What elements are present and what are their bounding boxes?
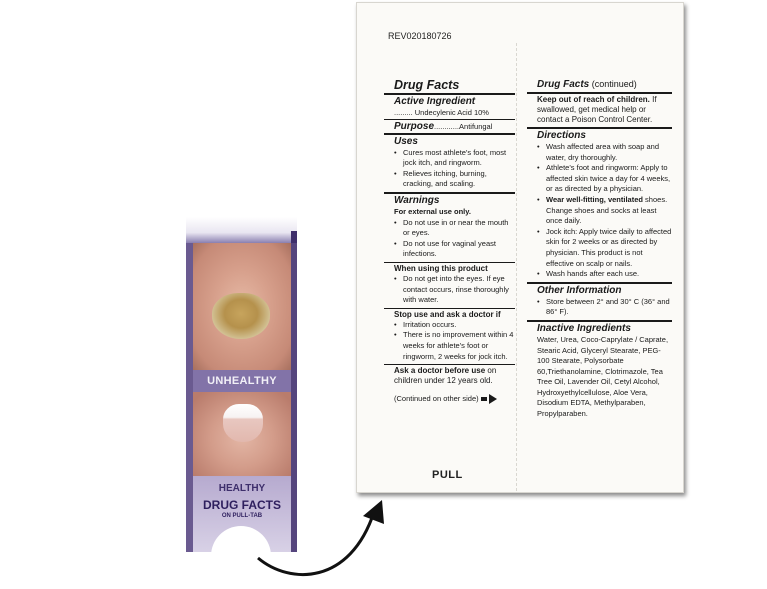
healthy-nail [223, 404, 263, 442]
wear-bold: Wear well-fitting, ventilated [546, 194, 643, 204]
uses-heading: Uses [394, 135, 418, 147]
active-ingredient-dots: ......... [394, 108, 413, 117]
box-notch [291, 231, 297, 243]
unhealthy-label: UNHEALTHY [193, 370, 291, 392]
keep-out-bold: Keep out of reach of children. [537, 95, 650, 104]
drug-facts-title: Drug Facts [394, 78, 460, 92]
active-ingredient-heading: Active Ingredient [394, 96, 476, 107]
list-item: • Jock itch: Apply twice daily to affected skin for 2 weeks or as directed by physician. This product is not effective on scalp or nails. [537, 227, 672, 269]
unhealthy-nail [212, 293, 270, 339]
purpose-value: Antifungal [459, 121, 493, 131]
healthy-nail-image [193, 392, 291, 476]
ask-doctor-text [384, 365, 515, 386]
drug-facts-panel [356, 2, 684, 493]
inactive-ingredients-text: Water, Urea, Coco-Caprylate / Caprate, Stearic Acid, Glyceryl Stearate, PEG-100 Stearate, Polysorbate 60,Triethanolamine, Clotrimazole, Tea Tree Oil, Lavender Oil, Cetyl Alcohol, Hydroxyethylcellulose, Aloe Vera, Disodium EDTA, Methylparaben, Propylparaben. [537, 334, 669, 419]
list-item: • Do not use in or near the mouth or eyes. [394, 218, 515, 239]
when-using-list [384, 274, 515, 308]
box-pull-tab-label: ON PULL-TAB [221, 513, 263, 519]
box-side-left [186, 243, 193, 552]
directions-heading: Directions [537, 130, 586, 141]
list-item: • Do not get into the eyes. If eye contact occurs, rinse thoroughly with water. [394, 274, 515, 306]
box-top-flap [186, 217, 297, 243]
curved-arrow-icon [250, 490, 390, 585]
ask-doctor-bold: Ask a doctor before use [394, 366, 486, 376]
list-item: • Cures most athlete's foot, most jock itch, and ringworm. [394, 148, 515, 169]
drug-facts-continued-title: Drug Facts [537, 79, 590, 90]
keep-out-text [527, 94, 672, 125]
list-item [537, 195, 672, 227]
inactive-ingredients-heading: Inactive Ingredients [537, 322, 631, 334]
active-ingredient-row [384, 108, 515, 119]
other-info-list [527, 297, 672, 320]
drug-facts-left-column [384, 77, 515, 405]
ask-doctor-rest: on children under 12 years old. [394, 366, 497, 386]
continued-suffix: (continued) [589, 79, 637, 89]
list-item: • There is no improvement within 4 weeks for athlete's foot or ringworm, 2 weeks for jock itch. [394, 330, 515, 362]
continued-note [384, 394, 515, 405]
uses-list [384, 148, 515, 192]
unhealthy-nail-image [193, 243, 291, 370]
purpose-row [384, 120, 515, 133]
arrow-right-icon-bar [481, 397, 487, 401]
stop-use-heading: Stop use and ask a doctor if [394, 309, 501, 319]
continued-text: (Continued on other side) [394, 394, 479, 404]
purpose-heading: Purpose [394, 120, 435, 132]
directions-list [527, 142, 672, 282]
healthy-label: HEALTHY [218, 483, 266, 494]
right-title-row [527, 77, 672, 92]
other-info-heading: Other Information [537, 284, 622, 296]
external-use-text: For external use only. [394, 206, 471, 216]
keep-out-rest: If swallowed, get medical help or contact a Poison Control Center. [537, 95, 657, 124]
list-item: • Wash hands after each use. [537, 269, 672, 280]
list-item: • Relieves itching, burning, cracking, and scaling. [394, 169, 515, 190]
arrow-right-icon [489, 394, 497, 404]
drug-facts-right-column [527, 77, 672, 420]
purpose-dots: ............ [434, 121, 460, 131]
stop-use-list [384, 320, 515, 364]
list-item: • Irritation occurs. [394, 320, 515, 331]
when-using-heading: When using this product [394, 263, 488, 273]
warnings-heading: Warnings [394, 194, 440, 206]
list-item: • Wash affected area with soap and water, dry thoroughly. [537, 142, 672, 163]
warnings-list [384, 218, 515, 262]
list-item: • Do not use for vaginal yeast infections. [394, 239, 515, 260]
active-ingredient-value: Undecylenic Acid 10% [414, 108, 489, 117]
pull-label[interactable]: PULL [432, 469, 463, 481]
wear-rest: shoes. Change shoes and socks at least once daily. [546, 194, 668, 226]
list-item: • Store between 2° and 30° C (36° and 86° F). [537, 297, 672, 318]
box-drug-facts-label: DRUG FACTS [203, 498, 281, 512]
list-item: • Athlete's foot and ringworm: Apply to affected skin twice a day for 4 weeks, or as directed by a physician. [537, 163, 672, 195]
fold-line [516, 43, 517, 491]
revision-code: REV020180726 [388, 31, 452, 41]
